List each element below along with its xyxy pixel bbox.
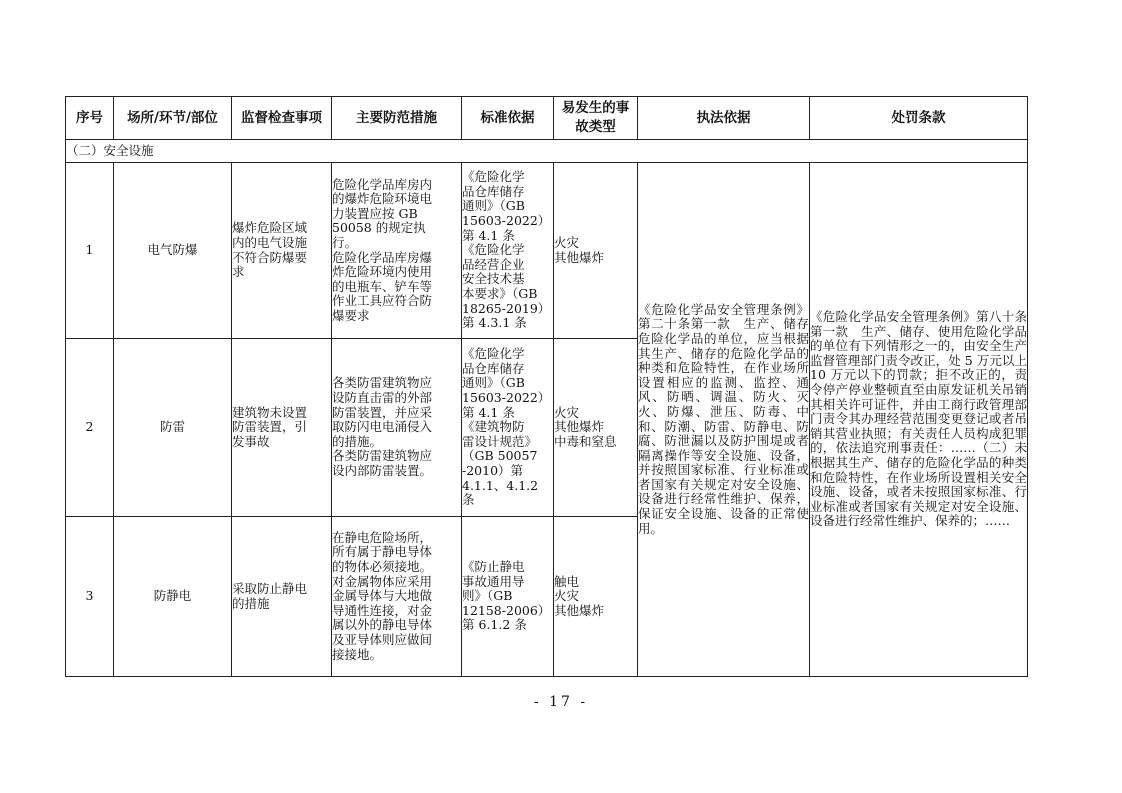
row-accident: 火灾 其他爆炸 [554, 163, 638, 339]
header-place: 场所/环节/部位 [114, 97, 232, 140]
row-place: 防静电 [114, 517, 232, 677]
table-row [66, 163, 1028, 339]
header-accident: 易发生的事 故类型 [554, 97, 638, 140]
row-no: 1 [66, 163, 114, 339]
header-measures: 主要防范措施 [332, 97, 462, 140]
header-penalty: 处罚条款 [810, 97, 1028, 140]
law-basis: 《危险化学品安全管理条例》第二十条第一款 生产、储存危险化学品的单位，应当根据其生产、储存的危险化学品的种类和危险特性，在作业场所设置相应的监测、监控、通风、防晒、调温、防火、灭火、防爆、泄压、防毒、中和、防潮、防雷、防静电、防腐、防泄漏以及防护围堤或者隔离操作等安全设施、设备，并按照国家标准、行业标准或者国家有关规定对安全设施、设备进行经常性维护、保养，保证安全设施、设备的正常使用。 [638, 163, 810, 677]
row-measures: 危险化学品库房内 的爆炸危险环境电 力装置应按 GB 50058 的规定执 行。 危险化学品库房爆 炸危险环境内使用 的电瓶车、铲车等 作业工具应符合防 爆要求 [332, 163, 462, 339]
row-standard: 《危险化学 品仓库储存 通则》（GB 15603-2022） 第 4.1 条 《建筑物防 雷设计规范》 （GB 50057 -2010）第 4.1.1、4.1.2 条 [462, 339, 554, 517]
inspection-table [65, 96, 1028, 677]
header-no: 序号 [66, 97, 114, 140]
row-measures: 在静电危险场所， 所有属于静电导体 的物体必须接地。 对金属物体应采用 金属导体与大地做 导通性连接，对金 属以外的静电导体 及亚导体则应做间 接接地。 [332, 517, 462, 677]
section-label: （二）安全设施 [66, 140, 1028, 163]
row-standard: 《防止静电 事故通用导 则》（GB 12158-2006） 第 6.1.2 条 [462, 517, 554, 677]
header-standard: 标准依据 [462, 97, 554, 140]
page-number: - 17 - [533, 694, 589, 710]
row-accident: 火灾 其他爆炸 中毒和窒息 [554, 339, 638, 517]
row-measures: 各类防雷建筑物应 设防直击雷的外部 防雷装置，并应采 取防闪电电涌侵入 的措施。 各类防雷建筑物应 设内部防雷装置。 [332, 339, 462, 517]
row-accident: 触电 火灾 其他爆炸 [554, 517, 638, 677]
header-law: 执法依据 [638, 97, 810, 140]
row-item: 采取防止静电 的措施 [232, 517, 332, 677]
penalty-clause: 《危险化学品安全管理条例》第八十条第一款 生产、储存、使用危险化学品的单位有下列情形之一的，由安全生产监督管理部门责令改正，处 5 万元以上 10 万元以下的罚款；拒不改正的，责令停产停业整顿直至由原发证机关吊销其相关许可证件，并由工商行政管理部门责令其办理经营范围变更登记或者吊销其营业执照；有关责任人员构成犯罪的，依法追究刑事责任：……（二）未根据其生产、储存的危险化学品的种类和危险特性，在作业场所设置相关安全设施、设备，或者未按照国家标准、行业标准或者国家有关规定对安全设施、设备进行经常性维护、保养的；…… [810, 163, 1028, 677]
row-place: 电气防爆 [114, 163, 232, 339]
row-place: 防雷 [114, 339, 232, 517]
row-item: 爆炸危险区域 内的电气设施 不符合防爆要 求 [232, 163, 332, 339]
row-item: 建筑物未设置 防雷装置，引 发事故 [232, 339, 332, 517]
row-standard: 《危险化学 品仓库储存 通则》（GB 15603-2022） 第 4.1 条 《危险化学 品经营企业 安全技术基 本要求》（GB 18265-2019） 第 4.3.1 条 [462, 163, 554, 339]
section-row [66, 140, 1028, 163]
row-no: 2 [66, 339, 114, 517]
header-item: 监督检查事项 [232, 97, 332, 140]
row-no: 3 [66, 517, 114, 677]
header-row [66, 97, 1028, 140]
